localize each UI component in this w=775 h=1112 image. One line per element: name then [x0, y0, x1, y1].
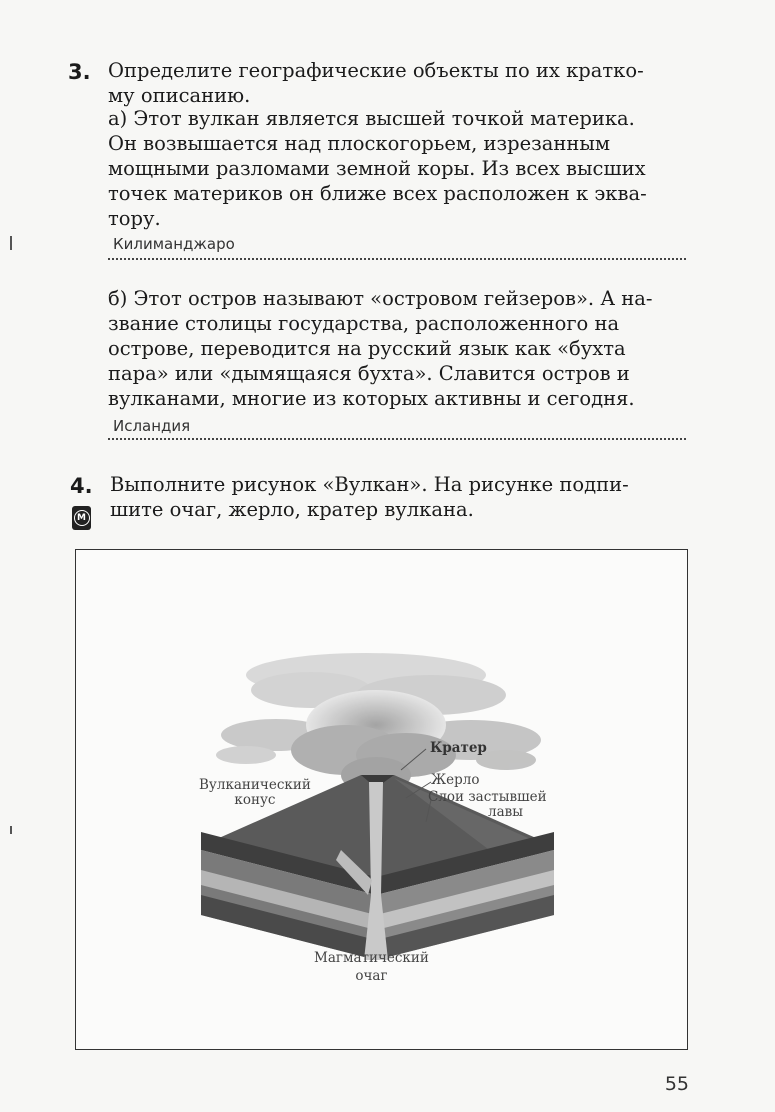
- answer-line-3b: [108, 438, 686, 440]
- question-4-number: 4.: [70, 474, 93, 498]
- page-number: 55: [664, 1073, 689, 1095]
- volcano-figure: [75, 549, 688, 1050]
- label-magma-chamber: [314, 951, 429, 984]
- question-4-text: [110, 472, 686, 522]
- label-cone: [199, 778, 311, 808]
- margin-mark: [10, 826, 12, 834]
- text-line: Выполните рисунок «Вулкан». На рисунке подпи-: [110, 473, 629, 496]
- label-line: лавы: [488, 804, 523, 820]
- label-line: Вулканический: [199, 777, 311, 793]
- text-line: звание столицы государства, расположенного на: [108, 312, 620, 335]
- text-line: точек материков он ближе всех расположен к эква-: [108, 182, 647, 205]
- text-line: острове, переводится на русский язык как «бухта: [108, 337, 626, 360]
- question-3-intro: [108, 58, 686, 108]
- text-line: Определите географические объекты по их кратко-: [108, 59, 644, 82]
- label-line: Магматический: [314, 950, 429, 966]
- text-line: пара» или «дымящаяся бухта». Славится остров и: [108, 362, 630, 385]
- margin-mark: [10, 236, 12, 250]
- label-lava-layers: [428, 790, 547, 820]
- question-3a-text: [108, 106, 686, 231]
- answer-3b[interactable]: Исландия: [113, 417, 191, 435]
- text-line: Он возвышается над плоскогорьем, изрезанным: [108, 132, 611, 155]
- label-crater: Кратер: [430, 740, 487, 756]
- label-line: Слои застывшей: [428, 789, 547, 805]
- badge-letter: М: [74, 510, 90, 526]
- label-vent: Жерло: [431, 772, 480, 788]
- question-3b-text: [108, 286, 686, 411]
- text-line: му описанию.: [108, 84, 251, 107]
- text-line: вулканами, многие из которых активны и сегодня.: [108, 387, 635, 410]
- text-line: тору.: [108, 207, 161, 230]
- text-line: мощными разломами земной коры. Из всех высших: [108, 157, 646, 180]
- text-line: б) Этот остров называют «островом гейзеров». А на-: [108, 287, 653, 310]
- smoke-cloud: [216, 653, 541, 793]
- label-line: очаг: [355, 968, 388, 984]
- answer-line-3a: [108, 258, 686, 260]
- text-line: а) Этот вулкан является высшей точкой материка.: [108, 107, 635, 130]
- m-icon: [72, 506, 91, 530]
- answer-3a[interactable]: Килиманджаро: [113, 235, 235, 253]
- question-3-number: 3.: [68, 60, 91, 84]
- text-line: шите очаг, жерло, кратер вулкана.: [110, 498, 474, 521]
- label-line: конус: [234, 792, 276, 808]
